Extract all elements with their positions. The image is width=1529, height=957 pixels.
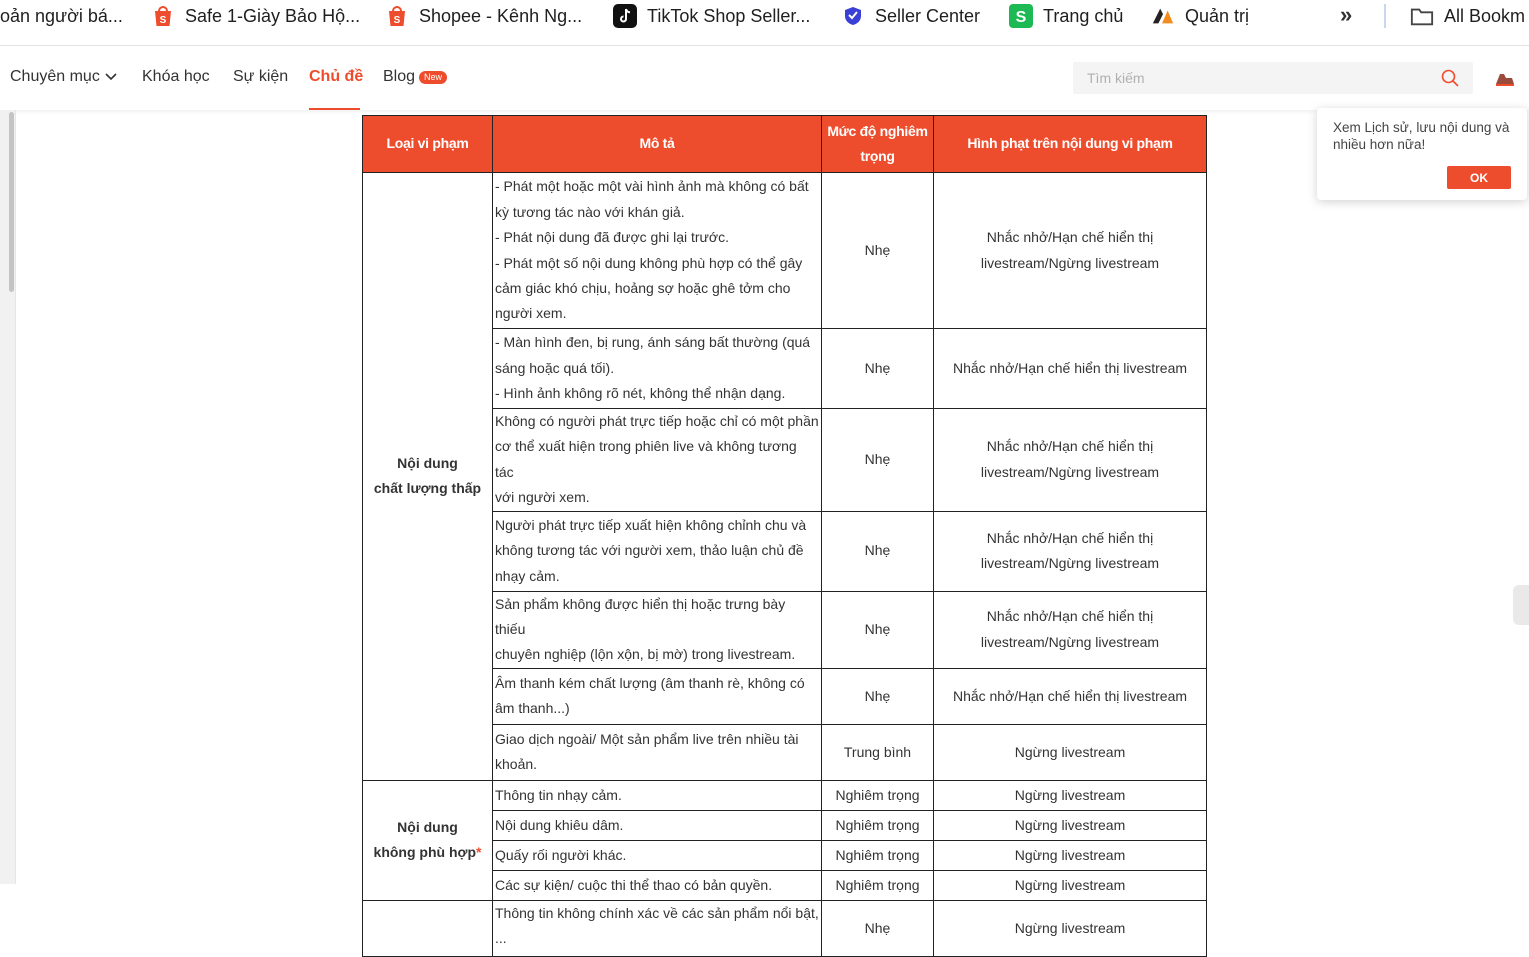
description-cell: Thông tin nhạy cảm.	[493, 780, 822, 810]
penalty-line: Nhắc nhở/Hạn chế hiển thị	[986, 438, 1154, 455]
penalty-line: livestream/Ngừng livestream	[980, 555, 1160, 572]
table-row	[363, 900, 1207, 956]
col-header-penalty: Hình phạt trên nội dung vi phạm	[934, 116, 1207, 173]
shopee-bag-icon	[151, 4, 175, 28]
bookmark-shopee[interactable]	[385, 0, 582, 32]
bookmark-safe1[interactable]	[151, 0, 360, 32]
bookmark-tiktok[interactable]	[613, 0, 810, 32]
bookmark-label: Safe 1-Giày Bảo Hộ...	[185, 5, 361, 26]
description-line: chuyên nghiệp (lộn xộn, bị mờ) trong livestream.	[495, 646, 796, 663]
penalty-line: Nhắc nhở/Hạn chế hiển thị	[986, 529, 1154, 546]
penalty-cell	[934, 511, 1207, 591]
severity-cell: Nhẹ	[822, 173, 934, 329]
penalty-line: livestream/Ngừng livestream	[980, 254, 1160, 271]
bookmark-label: Quản trị	[1185, 5, 1250, 26]
description-cell	[493, 173, 822, 329]
bookmark-label: All Bookm	[1444, 5, 1526, 26]
bookmarks-bar	[0, 0, 1529, 46]
bookmark-label: Shopee - Kênh Ng...	[419, 5, 583, 26]
description-line: âm thanh...)	[495, 700, 570, 717]
severity-cell: Nhẹ	[822, 900, 934, 956]
severity-cell: Nghiêm trọng	[822, 780, 934, 810]
description-line: Âm thanh kém chất lượng (âm thanh rè, không có	[495, 674, 805, 691]
tiktok-icon	[613, 4, 637, 28]
shield-logo-icon	[841, 4, 865, 28]
description-line: - Phát một số nội dung không phù hợp có thể gây	[495, 254, 803, 271]
description-line: kỳ tương tác nào với khán giả.	[495, 203, 685, 220]
site-nav	[0, 46, 1529, 110]
description-cell	[493, 900, 822, 956]
violation-type-cell	[363, 780, 493, 900]
description-line: sáng hoặc quá tối).	[495, 359, 615, 376]
penalty-cell	[934, 409, 1207, 512]
description-cell	[493, 724, 822, 780]
description-cell: Các sự kiện/ cuộc thi thể thao có bản quyền.	[493, 870, 822, 900]
nav-courses[interactable]	[142, 68, 210, 86]
penalty-cell: Ngừng livestream	[934, 900, 1207, 956]
ok-button[interactable]: OK	[1447, 166, 1511, 189]
bookmark-label: TikTok Shop Seller...	[647, 5, 811, 26]
description-line: Sản phẩm không được hiển thị hoặc trưng bày thiếu	[495, 595, 786, 638]
penalty-line: Nhắc nhở/Hạn chế hiển thị	[986, 608, 1154, 625]
bookmark-label: Seller Center	[875, 5, 981, 26]
nav-label: Sự kiện	[233, 68, 289, 85]
severity-cell: Nhẹ	[822, 591, 934, 668]
description-line: người xem.	[495, 305, 567, 322]
col-header-violation-type: Loại vi phạm	[363, 116, 493, 173]
penalty-cell	[934, 591, 1207, 668]
popup-arrow	[1497, 101, 1511, 108]
bookmark-label: oản người bá...	[0, 5, 123, 26]
shopee-bag-icon	[385, 4, 409, 28]
table-row	[363, 780, 1207, 810]
penalty-line: Nhắc nhở/Hạn chế hiển thị	[986, 229, 1154, 246]
violation-type-cell	[363, 173, 493, 781]
description-cell	[493, 511, 822, 591]
severity-cell: Nhẹ	[822, 409, 934, 512]
tooltip-text: Xem Lịch sử, lưu nội dung và nhiều hơn nữa!	[1333, 120, 1510, 152]
violation-type-line	[365, 840, 490, 865]
severity-cell: Nhẹ	[822, 511, 934, 591]
chevron-down-icon	[105, 73, 117, 81]
violation-table-wrapper	[362, 115, 1207, 957]
description-line: cơ thể xuất hiện trong phiên live và không tương tác	[495, 438, 797, 480]
green-s-icon	[1009, 4, 1033, 28]
penalty-line: livestream/Ngừng livestream	[980, 633, 1160, 650]
penalty-cell: Ngừng livestream	[934, 870, 1207, 900]
description-line: Không có người phát trực tiếp hoặc chỉ có một phần	[495, 413, 819, 429]
bookmark-all[interactable]	[1410, 0, 1525, 32]
description-line: - Hình ảnh không rõ nét, không thể nhận dạng.	[495, 385, 786, 402]
violation-table	[362, 115, 1207, 957]
side-support-tab[interactable]	[1513, 585, 1529, 625]
brand-logo-icon	[1151, 4, 1175, 28]
description-line: ...	[495, 930, 507, 947]
description-cell: Nội dung khiêu dâm.	[493, 810, 822, 840]
violation-type-cell	[363, 900, 493, 956]
violation-type-line: chất lượng thấp	[373, 480, 482, 497]
search-input[interactable]	[1085, 68, 1425, 88]
description-line: không tương tác với người xem, thảo luận chủ đề	[495, 542, 804, 559]
nav-topics[interactable]	[309, 68, 363, 86]
description-line: - Phát nội dung đã được ghi lại trước.	[495, 229, 730, 246]
penalty-cell	[934, 173, 1207, 329]
search-box	[1073, 62, 1473, 94]
bookmark-1[interactable]	[0, 0, 123, 32]
penalty-line: Nhắc nhở/Hạn chế hiển thị livestream	[952, 359, 1188, 376]
severity-cell: Nghiêm trọng	[822, 840, 934, 870]
penalty-cell: Ngừng livestream	[934, 840, 1207, 870]
violation-type-text: không phù hợp	[373, 844, 477, 861]
bookmarks-divider	[1384, 4, 1386, 28]
svg-text:S: S	[1015, 9, 1027, 26]
nav-label: Chủ đề	[309, 68, 364, 85]
bookmark-label: Trang chủ	[1043, 5, 1124, 26]
bookmark-seller-center[interactable]	[841, 0, 980, 32]
description-cell	[493, 329, 822, 409]
history-tooltip	[1317, 108, 1527, 200]
nav-label: Chuyên mục	[10, 68, 100, 85]
bookmarks-overflow-icon[interactable]: »	[1340, 2, 1353, 27]
required-mark: *	[476, 844, 482, 861]
table-header-row	[363, 116, 1207, 173]
bookmark-trang-chu[interactable]	[1009, 0, 1123, 32]
nav-label: Khóa học	[142, 68, 210, 85]
severity-cell: Nhẹ	[822, 329, 934, 409]
violation-type-line: Nội dung	[397, 818, 458, 835]
penalty-cell	[934, 724, 1207, 780]
nav-label: Blog	[383, 68, 416, 85]
folder-icon	[1410, 4, 1434, 28]
bookmark-quan-tri[interactable]	[1151, 0, 1249, 32]
severity-cell: Nghiêm trọng	[822, 810, 934, 840]
severity-cell: Nhẹ	[822, 668, 934, 724]
penalty-cell: Ngừng livestream	[934, 780, 1207, 810]
description-line: - Màn hình đen, bị rung, ánh sáng bất thường (quá	[495, 334, 811, 351]
penalty-line: Nhắc nhở/Hạn chế hiển thị livestream	[952, 687, 1188, 704]
description-line: khoản.	[495, 756, 538, 773]
active-tab-indicator	[309, 108, 360, 110]
description-cell	[493, 668, 822, 724]
description-line: cảm giác khó chịu, hoảng sợ hoặc ghê tởm cho	[495, 279, 791, 296]
description-cell	[493, 409, 822, 512]
scrollbar-thumb[interactable]	[9, 112, 14, 292]
description-line: Giao dịch ngoài/ Một sản phẩm live trên nhiều tài	[495, 730, 799, 747]
avatar[interactable]	[1494, 68, 1516, 88]
nav-categories[interactable]	[10, 68, 117, 86]
nav-blog[interactable]	[383, 68, 447, 86]
severity-cell: Nghiêm trọng	[822, 870, 934, 900]
description-line: - Phát một hoặc một vài hình ảnh mà không có bất	[495, 178, 809, 195]
description-line: Thông tin không chính xác về các sản phẩm nổi bật,	[495, 904, 819, 921]
description-line: với người xem.	[495, 489, 590, 506]
search-icon[interactable]	[1441, 69, 1459, 92]
new-badge: New	[419, 71, 447, 84]
penalty-cell: Ngừng livestream	[934, 810, 1207, 840]
svg-text:S: S	[159, 15, 167, 26]
nav-events[interactable]	[233, 68, 288, 86]
col-header-description: Mô tả	[493, 116, 822, 173]
description-cell	[493, 591, 822, 668]
severity-cell: Trung bình	[822, 724, 934, 780]
penalty-line: Ngừng livestream	[1014, 743, 1126, 760]
description-line: nhạy cảm.	[495, 567, 560, 584]
penalty-cell	[934, 668, 1207, 724]
svg-text:S: S	[393, 15, 401, 26]
violation-type-line: Nội dung	[397, 455, 458, 472]
penalty-cell	[934, 329, 1207, 409]
penalty-line: livestream/Ngừng livestream	[980, 463, 1160, 480]
description-line: Người phát trực tiếp xuất hiện không chỉnh chu và	[495, 517, 807, 534]
table-row	[363, 173, 1207, 329]
description-cell: Quấy rối người khác.	[493, 840, 822, 870]
col-header-severity: Mức độ nghiêm trọng	[822, 116, 934, 173]
